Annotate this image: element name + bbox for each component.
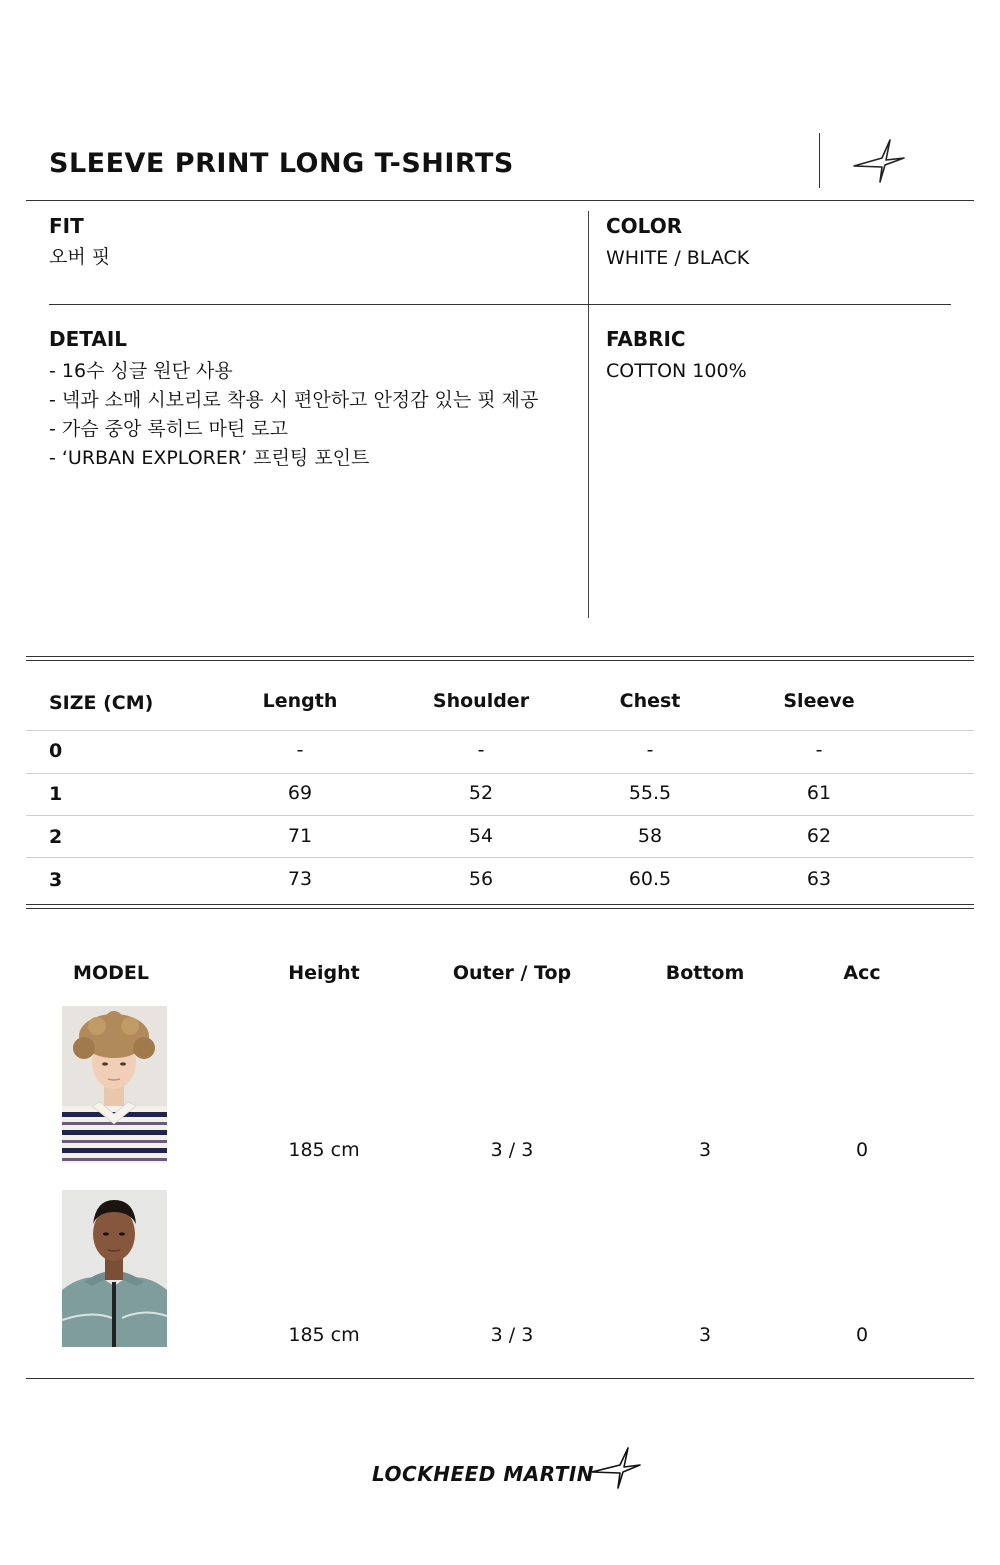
detail-line: - 넥과 소매 시보리로 착용 시 편안하고 안정감 있는 핏 제공 <box>49 389 539 411</box>
table-cell: 56 <box>468 868 494 890</box>
table-cell: 3 / 3 <box>490 1139 534 1161</box>
table-cell: - <box>646 739 654 761</box>
table-cell: 73 <box>287 868 313 890</box>
brand-wordmark: LOCKHEED MARTIN <box>372 1462 595 1486</box>
detail-list <box>49 357 538 473</box>
table-cell: 55.5 <box>628 782 672 804</box>
outer-top-header: Outer / Top <box>452 962 572 984</box>
fit-value: 오버 핏 <box>49 246 111 268</box>
info-rule <box>49 304 951 305</box>
star-logo-icon <box>592 1446 642 1490</box>
model-header: MODEL <box>73 962 149 984</box>
chest-header: Chest <box>619 690 681 712</box>
table-cell: 3 / 3 <box>490 1324 534 1346</box>
table-cell: 185 cm <box>288 1139 360 1161</box>
row-divider <box>26 773 974 774</box>
table-cell: 185 cm <box>288 1324 360 1346</box>
table-cell: 54 <box>468 825 494 847</box>
table-cell: - <box>815 739 823 761</box>
shoulder-header: Shoulder <box>432 690 530 712</box>
size-table-bottom-rule-2 <box>26 908 974 909</box>
fit-label: FIT <box>49 214 84 238</box>
table-cell: 0 <box>855 1324 869 1346</box>
detail-line: - 가슴 중앙 록히드 마틴 로고 <box>49 418 288 440</box>
fabric-value: COTTON 100% <box>606 360 747 382</box>
size-table-top-rule <box>26 656 974 657</box>
fabric-label: FABRIC <box>606 327 686 351</box>
bottom-header: Bottom <box>665 962 745 984</box>
table-cell: 0 <box>855 1139 869 1161</box>
height-header: Height <box>288 962 360 984</box>
table-cell: 69 <box>287 782 313 804</box>
table-cell: - <box>296 739 304 761</box>
table-cell: 58 <box>637 825 663 847</box>
detail-line: - 16수 싱글 원단 사용 <box>49 360 233 382</box>
model-table-bottom-rule <box>26 1378 974 1379</box>
detail-label: DETAIL <box>49 327 128 351</box>
acc-header: Acc <box>843 962 881 984</box>
size-header: SIZE (CM) <box>49 692 154 714</box>
detail-line: - ‘URBAN EXPLORER’ 프린팅 포인트 <box>49 447 370 469</box>
brand-logo <box>372 1446 642 1490</box>
size-table-bottom-rule <box>26 904 974 905</box>
model-photo <box>62 1006 167 1163</box>
page-title: SLEEVE PRINT LONG T-SHIRTS <box>49 148 514 179</box>
table-cell: 3 <box>698 1324 712 1346</box>
row-divider <box>26 730 974 731</box>
table-cell: 3 <box>698 1139 712 1161</box>
table-cell: 60.5 <box>628 868 672 890</box>
table-cell: 71 <box>287 825 313 847</box>
table-cell: 62 <box>806 825 832 847</box>
table-cell: 61 <box>806 782 832 804</box>
table-cell: - <box>477 739 485 761</box>
header-rule <box>26 200 974 201</box>
model-photo <box>62 1190 167 1347</box>
length-header: Length <box>262 690 338 712</box>
size-row-label: 2 <box>49 826 63 848</box>
row-divider <box>26 815 974 816</box>
table-cell: 52 <box>468 782 494 804</box>
size-row-label: 1 <box>49 783 63 805</box>
star-logo-icon <box>852 138 906 184</box>
table-cell: 63 <box>806 868 832 890</box>
row-divider <box>26 857 974 858</box>
color-label: COLOR <box>606 214 683 238</box>
sleeve-header: Sleeve <box>783 690 855 712</box>
size-table-top-rule-2 <box>26 660 974 661</box>
header-divider <box>819 133 820 188</box>
size-row-label: 0 <box>49 740 63 762</box>
color-value: WHITE / BLACK <box>606 247 750 269</box>
info-column-divider <box>588 211 589 618</box>
size-row-label: 3 <box>49 869 63 891</box>
